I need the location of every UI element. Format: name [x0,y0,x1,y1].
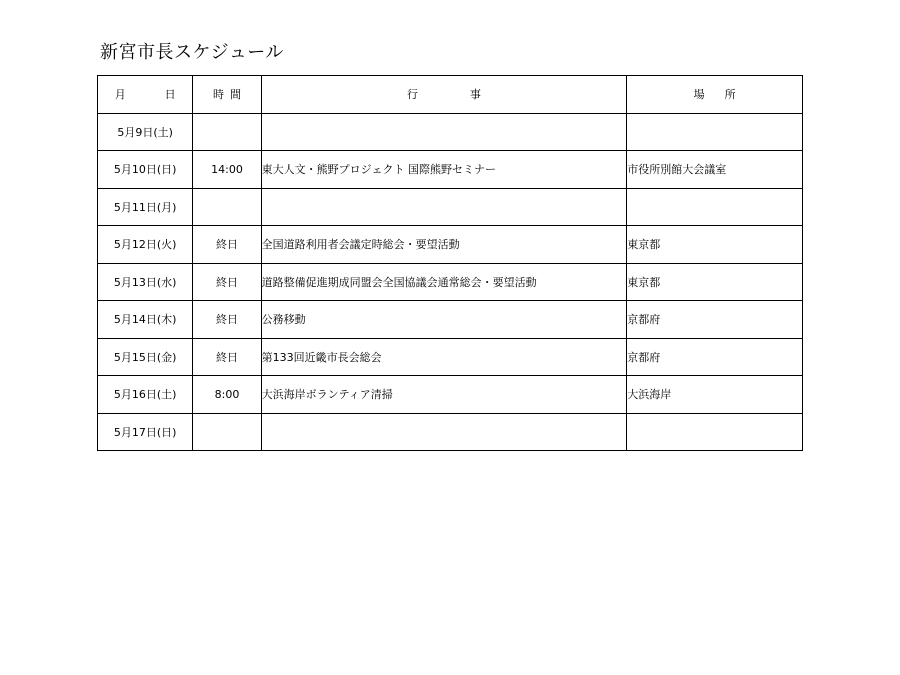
event-cell [261,113,627,151]
place-cell [627,413,803,451]
place-cell: 大浜海岸 [627,376,803,414]
header-event-label: 行事 [406,88,533,102]
date-cell: 5月17日(日) [98,413,193,451]
date-cell: 5月13日(水) [98,263,193,301]
time-cell: 終日 [193,301,261,339]
event-cell: 公務移動 [261,301,627,339]
table-row [98,226,803,264]
header-time-label: 時間 [213,88,248,102]
time-cell: 14:00 [193,151,261,189]
place-cell: 京都府 [627,301,803,339]
table-row [98,301,803,339]
page-title: 新宮市長スケジュール [100,42,284,63]
event-cell: 第133回近畿市長会総会 [261,338,627,376]
table-row [98,338,803,376]
header-date [98,76,193,114]
event-cell: 全国道路利用者会議定時総会・要望活動 [261,226,627,264]
header-place-label: 場所 [693,88,756,102]
event-cell: 大浜海岸ボランティア清掃 [261,376,627,414]
header-row [98,76,803,114]
table-row [98,113,803,151]
table-row [98,376,803,414]
place-cell: 京都府 [627,338,803,376]
time-cell: 終日 [193,263,261,301]
table-row [98,263,803,301]
date-cell: 5月16日(土) [98,376,193,414]
place-cell: 東京都 [627,263,803,301]
table-row [98,413,803,451]
place-cell: 市役所別館大会議室 [627,151,803,189]
place-cell [627,188,803,226]
header-event [261,76,627,114]
time-cell: 終日 [193,226,261,264]
event-cell: 道路整備促進期成同盟会全国協議会通常総会・要望活動 [261,263,627,301]
time-cell: 8:00 [193,376,261,414]
header-date-label: 月 日 [114,88,190,102]
place-cell [627,113,803,151]
table-row [98,188,803,226]
event-cell: 東大人文・熊野プロジェクト 国際熊野セミナー [261,151,627,189]
header-time [193,76,261,114]
table-row [98,151,803,189]
date-cell: 5月9日(土) [98,113,193,151]
place-cell: 東京都 [627,226,803,264]
schedule-table [97,75,803,451]
date-cell: 5月12日(火) [98,226,193,264]
date-cell: 5月15日(金) [98,338,193,376]
event-cell [261,188,627,226]
time-cell: 終日 [193,338,261,376]
time-cell [193,413,261,451]
date-cell: 5月11日(月) [98,188,193,226]
time-cell [193,188,261,226]
event-cell [261,413,627,451]
date-cell: 5月10日(日) [98,151,193,189]
date-cell: 5月14日(木) [98,301,193,339]
time-cell [193,113,261,151]
header-place [627,76,803,114]
